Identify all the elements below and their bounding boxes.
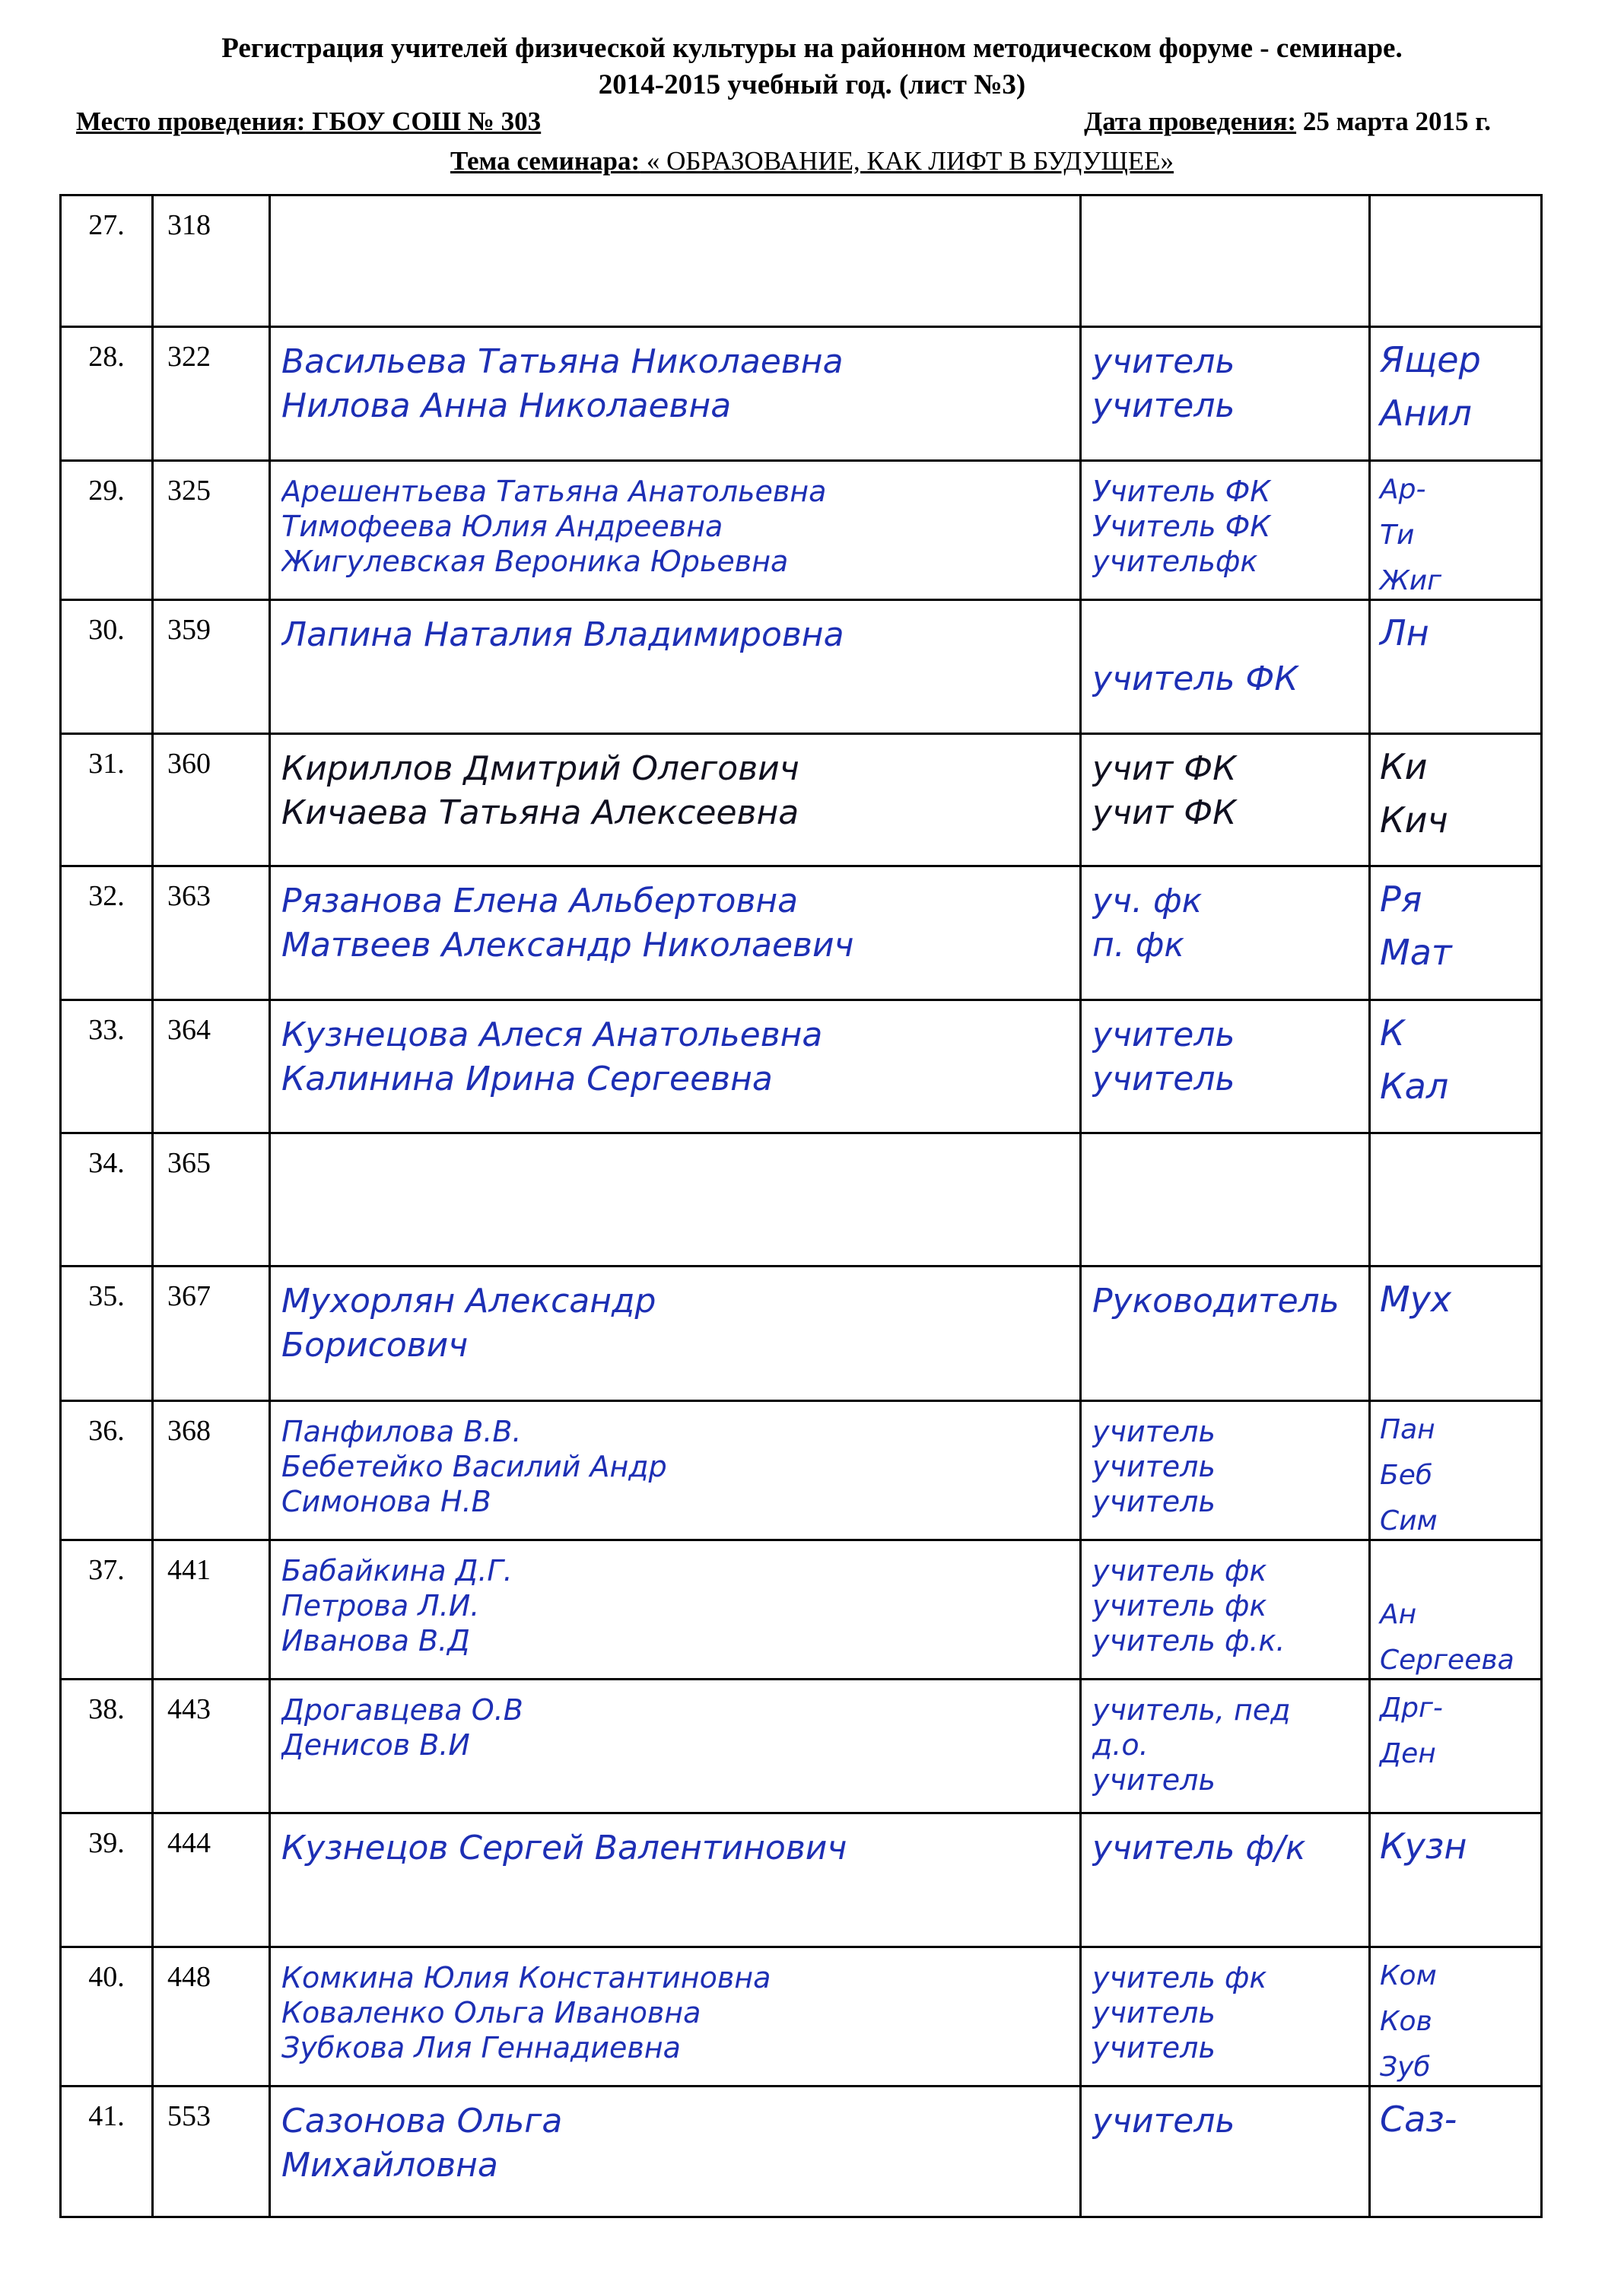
- signature-cell: [1370, 1000, 1542, 1133]
- teacher-name: Иванова В.Д: [281, 1624, 470, 1657]
- row-number: 30.: [61, 600, 153, 734]
- signature: Ти: [1380, 520, 1415, 551]
- school-number: 444: [153, 1813, 270, 1947]
- school-number: 365: [153, 1133, 270, 1267]
- school-number: 368: [153, 1401, 270, 1540]
- teacher-name: Михайловна: [281, 2146, 498, 2185]
- signature: Беб: [1380, 1460, 1433, 1491]
- teacher-name: Дрогавцева О.В: [281, 1693, 523, 1727]
- signature: Ар-: [1380, 474, 1426, 505]
- row-number: 36.: [61, 1401, 153, 1540]
- signature: Лн: [1380, 612, 1429, 653]
- theme-value: « ОБРАЗОВАНИЕ, КАК ЛИФТ В БУДУЩЕЕ»: [640, 146, 1174, 176]
- signature: К: [1380, 1012, 1405, 1054]
- position: учительфк: [1092, 545, 1258, 578]
- signature-cell: [1370, 327, 1542, 461]
- teacher-names-cell: [270, 1680, 1081, 1813]
- teacher-name: Кичаева Татьяна Алексеевна: [281, 793, 799, 832]
- signature: Ден: [1380, 1738, 1436, 1769]
- position: Учитель ФК: [1092, 510, 1271, 543]
- row-number: 35.: [61, 1267, 153, 1401]
- school-number: 448: [153, 1947, 270, 2087]
- position: учитель: [1092, 2102, 1235, 2141]
- teacher-names-cell: [270, 1133, 1081, 1267]
- signature-cell: [1370, 1947, 1542, 2087]
- position: учитель ф.к.: [1092, 1624, 1286, 1657]
- table-row: [61, 1000, 1542, 1133]
- teacher-name: Васильева Татьяна Николаевна: [281, 342, 844, 381]
- position: Учитель ФК: [1092, 475, 1271, 508]
- teacher-name: Кузнецов Сергей Валентинович: [281, 1829, 847, 1867]
- teacher-names-cell: [270, 2087, 1081, 2217]
- school-number: 318: [153, 195, 270, 327]
- teacher-name: Зубкова Лия Геннадиевна: [281, 2031, 681, 2064]
- teacher-name: Тимофеева Юлия Андреевна: [281, 510, 723, 543]
- position: д.о.: [1092, 1728, 1149, 1762]
- teacher-names-cell: [270, 866, 1081, 1000]
- table-row: [61, 1133, 1542, 1267]
- position-cell: [1081, 1401, 1370, 1540]
- position-cell: [1081, 1000, 1370, 1133]
- table-row: [61, 1540, 1542, 1680]
- teacher-names-cell: [270, 327, 1081, 461]
- teacher-name: Коваленко Ольга Ивановна: [281, 1996, 701, 2029]
- position: учитель ф/к: [1092, 1829, 1306, 1867]
- teacher-name: Мухорлян Александр: [281, 1282, 656, 1321]
- position-cell: [1081, 866, 1370, 1000]
- position: п. фк: [1092, 926, 1184, 965]
- date: [1084, 106, 1491, 137]
- row-number: 32.: [61, 866, 153, 1000]
- position-cell: [1081, 1540, 1370, 1680]
- table-row: [61, 461, 1542, 600]
- teacher-name: Матвеев Александр Николаевич: [281, 926, 854, 965]
- signature-cell: [1370, 1680, 1542, 1813]
- position: учитель: [1092, 386, 1235, 425]
- table-row: [61, 866, 1542, 1000]
- signature: Саз-: [1380, 2099, 1457, 2140]
- signature: Ящер: [1380, 339, 1481, 380]
- teacher-name: Борисович: [281, 1326, 469, 1365]
- teacher-names-cell: [270, 1267, 1081, 1401]
- position: [1092, 613, 1361, 657]
- row-number: 29.: [61, 461, 153, 600]
- date-label: Дата проведения:: [1084, 106, 1297, 136]
- teacher-names-cell: [270, 1540, 1081, 1680]
- signature: [1371, 1541, 1540, 1587]
- table-row: [61, 1947, 1542, 2087]
- teacher-name: Нилова Анна Николаевна: [281, 386, 732, 425]
- position: учитель фк: [1092, 1961, 1267, 1994]
- row-number: 40.: [61, 1947, 153, 2087]
- teacher-name: Бебетейко Василий Андр: [281, 1450, 667, 1483]
- position-cell: [1081, 600, 1370, 734]
- school-number: 443: [153, 1680, 270, 1813]
- teacher-name: Бабайкина Д.Г.: [281, 1554, 513, 1588]
- position-cell: [1081, 1133, 1370, 1267]
- school-number: 367: [153, 1267, 270, 1401]
- signature: Жиг: [1380, 565, 1442, 596]
- position: Руководитель: [1092, 1282, 1340, 1321]
- position: учитель фк: [1092, 1589, 1267, 1623]
- row-number: 27.: [61, 195, 153, 327]
- position: уч. фк: [1092, 882, 1203, 920]
- teacher-names-cell: [270, 1000, 1081, 1133]
- position: учит ФК: [1092, 749, 1237, 788]
- school-number: 322: [153, 327, 270, 461]
- position: учитель: [1092, 1415, 1216, 1448]
- position-cell: [1081, 195, 1370, 327]
- teacher-name: Денисов В.И: [281, 1728, 470, 1762]
- signature: Анил: [1380, 393, 1472, 434]
- signature-cell: [1370, 1813, 1542, 1947]
- signature: Кузн: [1380, 1826, 1467, 1867]
- signature: Ря: [1380, 879, 1422, 920]
- position: учитель: [1092, 342, 1235, 381]
- signature-cell: [1370, 1267, 1542, 1401]
- row-number: 39.: [61, 1813, 153, 1947]
- teacher-name: Арешентьева Татьяна Анатольевна: [281, 475, 827, 508]
- signature-cell: [1370, 600, 1542, 734]
- position: учитель: [1092, 1485, 1216, 1518]
- table-row: [61, 1813, 1542, 1947]
- position: учитель, пед: [1092, 1693, 1291, 1727]
- position: учитель: [1092, 1763, 1216, 1797]
- position-cell: [1081, 2087, 1370, 2217]
- teacher-name: Рязанова Елена Альбертовна: [281, 882, 799, 920]
- teacher-name: Симонова Н.В: [281, 1485, 491, 1518]
- school-number: 363: [153, 866, 270, 1000]
- school-number: 359: [153, 600, 270, 734]
- venue-label: Место проведения:: [76, 106, 306, 136]
- teacher-name: Кириллов Дмитрий Олегович: [281, 749, 799, 788]
- school-number: 360: [153, 734, 270, 866]
- signature: Мат: [1380, 932, 1452, 973]
- row-number: 41.: [61, 2087, 153, 2217]
- title-line-2: 2014-2015 учебный год. (лист №3): [598, 69, 1026, 100]
- position: учитель: [1092, 2031, 1216, 2064]
- table-row: [61, 734, 1542, 866]
- school-number: 441: [153, 1540, 270, 1680]
- position: учитель: [1092, 1450, 1216, 1483]
- position: учит ФК: [1092, 793, 1237, 832]
- teacher-name: Сазонова Ольга: [281, 2102, 563, 2141]
- signature: Ков: [1380, 2006, 1432, 2037]
- signature-cell: [1370, 461, 1542, 600]
- teacher-names-cell: [270, 195, 1081, 327]
- table-row: [61, 1267, 1542, 1401]
- position: учитель: [1092, 1015, 1235, 1054]
- signature-cell: [1370, 1540, 1542, 1680]
- row-number: 31.: [61, 734, 153, 866]
- teacher-name: Жигулевская Вероника Юрьевна: [281, 545, 789, 578]
- position-cell: [1081, 734, 1370, 866]
- title-line-1: Регистрация учителей физической культуры на районном методическом форуме - семинаре.: [221, 33, 1403, 64]
- teacher-names-cell: [270, 1401, 1081, 1540]
- table-row: [61, 1680, 1542, 1813]
- position: учитель: [1092, 1060, 1235, 1098]
- row-number: 34.: [61, 1133, 153, 1267]
- teacher-names-cell: [270, 461, 1081, 600]
- signature: Ан: [1380, 1599, 1417, 1630]
- row-number: 28.: [61, 327, 153, 461]
- table-row: [61, 327, 1542, 461]
- signature-cell: [1370, 1133, 1542, 1267]
- table-row: [61, 600, 1542, 734]
- theme-label: Тема семинара:: [450, 146, 640, 176]
- signature: Зуб: [1380, 2052, 1431, 2083]
- table-row: [61, 2087, 1542, 2217]
- position: учитель ФК: [1092, 659, 1298, 698]
- signature: Ки: [1380, 746, 1428, 787]
- school-number: 553: [153, 2087, 270, 2217]
- row-number: 37.: [61, 1540, 153, 1680]
- signature: Пан: [1380, 1414, 1435, 1445]
- row-number: 33.: [61, 1000, 153, 1133]
- venue-value: ГБОУ СОШ № 303: [305, 106, 542, 136]
- school-number: 364: [153, 1000, 270, 1133]
- signature-cell: [1370, 1401, 1542, 1540]
- teacher-names-cell: [270, 1813, 1081, 1947]
- signature: Кал: [1380, 1066, 1449, 1107]
- signature-cell: [1370, 866, 1542, 1000]
- position-cell: [1081, 327, 1370, 461]
- teacher-name: Калинина Ирина Сергеевна: [281, 1060, 773, 1098]
- registration-table: [59, 194, 1543, 2218]
- signature: Сим: [1380, 1505, 1438, 1537]
- position-cell: [1081, 1680, 1370, 1813]
- signature: Кич: [1380, 799, 1448, 841]
- teacher-name: Комкина Юлия Константиновна: [281, 1961, 771, 1994]
- teacher-name: Лапина Наталия Владимировна: [281, 615, 844, 654]
- seminar-theme: [0, 146, 1624, 176]
- position-cell: [1081, 1267, 1370, 1401]
- position-cell: [1081, 1813, 1370, 1947]
- signature-cell: [1370, 734, 1542, 866]
- table-row: [61, 195, 1542, 327]
- document-title: [0, 30, 1624, 103]
- signature: Сергеева: [1380, 1645, 1514, 1676]
- signature-cell: [1370, 195, 1542, 327]
- position-cell: [1081, 461, 1370, 600]
- school-number: 325: [153, 461, 270, 600]
- date-value: 25 марта 2015 г.: [1296, 106, 1491, 136]
- signature: Ком: [1380, 1960, 1437, 1991]
- teacher-name: Петрова Л.И.: [281, 1589, 480, 1623]
- table-row: [61, 1401, 1542, 1540]
- venue: [76, 106, 541, 137]
- position: учитель: [1092, 1996, 1216, 2029]
- signature: Дрг-: [1380, 1692, 1443, 1724]
- signature-cell: [1370, 2087, 1542, 2217]
- position-cell: [1081, 1947, 1370, 2087]
- row-number: 38.: [61, 1680, 153, 1813]
- teacher-names-cell: [270, 600, 1081, 734]
- position: учитель фк: [1092, 1554, 1267, 1588]
- registration-table-body: [61, 195, 1542, 2217]
- signature: Мух: [1380, 1279, 1452, 1320]
- teacher-name: Панфилова В.В.: [281, 1415, 522, 1448]
- teacher-name: Кузнецова Алеся Анатольевна: [281, 1015, 823, 1054]
- teacher-names-cell: [270, 734, 1081, 866]
- teacher-names-cell: [270, 1947, 1081, 2087]
